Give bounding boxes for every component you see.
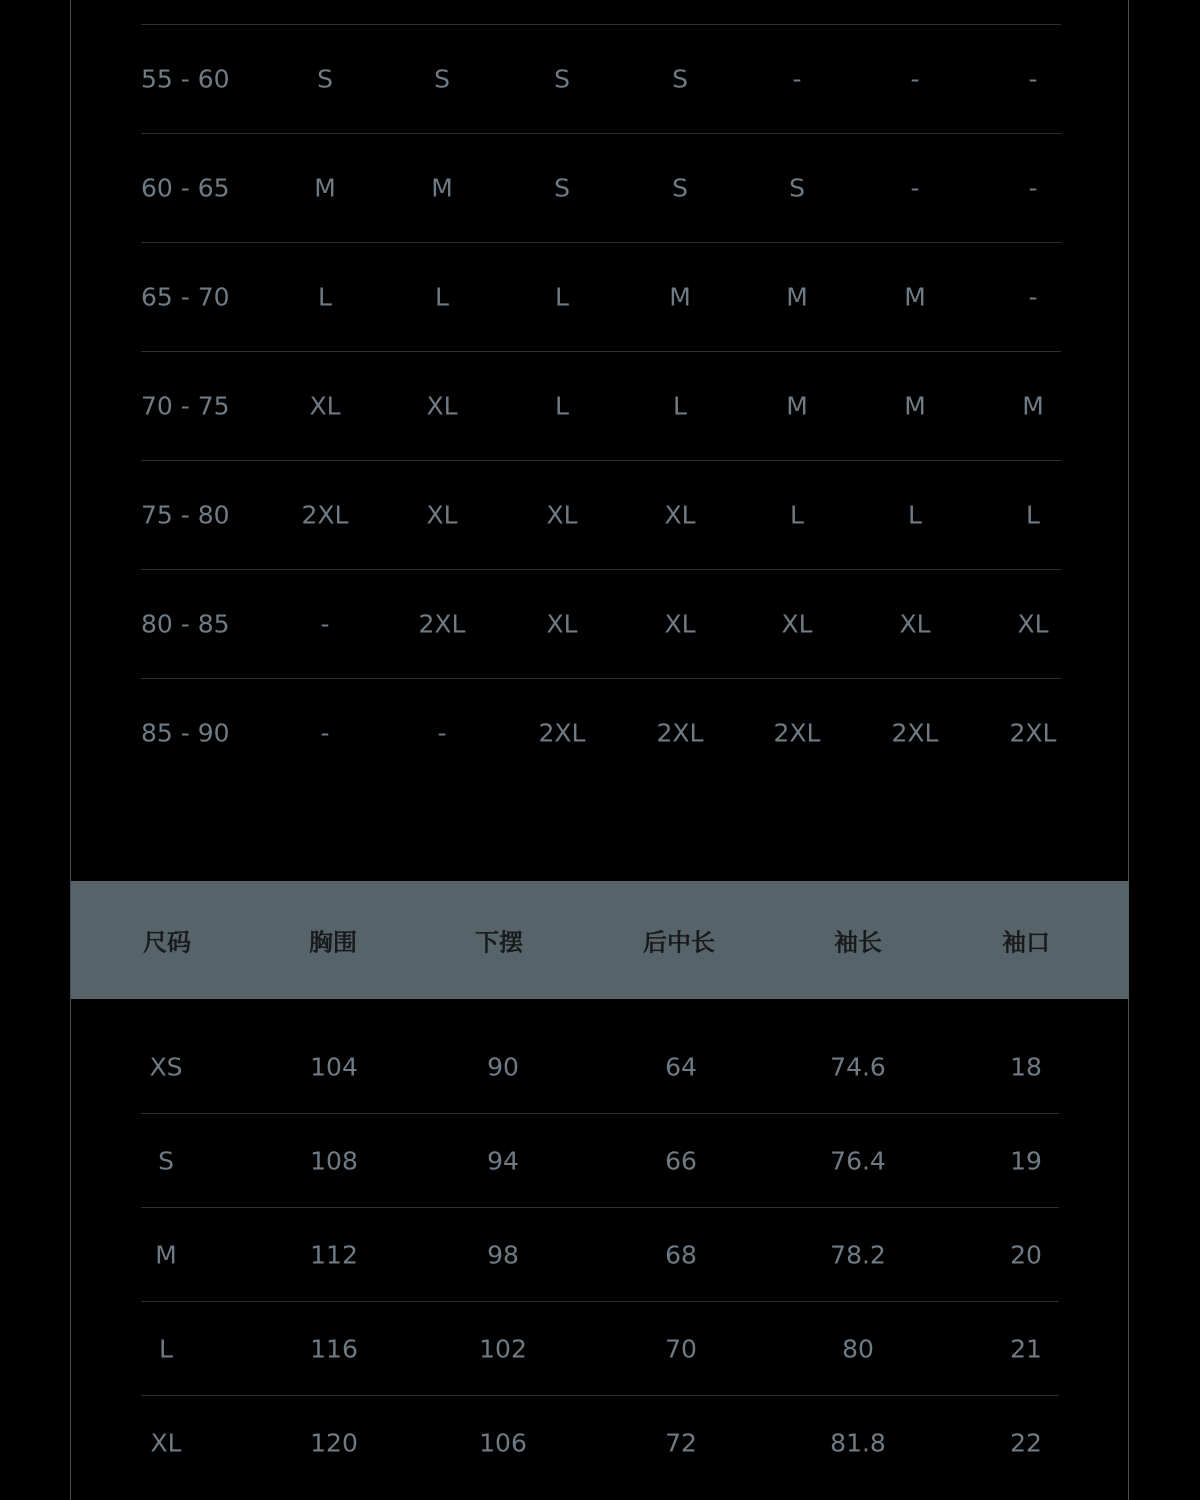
range-label: 80 - 85 — [141, 609, 230, 639]
measurement-value: 116 — [310, 1334, 358, 1364]
measurement-value: 72 — [665, 1428, 697, 1458]
recommended-size: 2XL — [418, 609, 466, 639]
recommendation-row — [141, 678, 1061, 787]
recommended-size: M — [786, 282, 808, 312]
recommended-size: S — [434, 64, 450, 94]
recommended-size: - — [910, 64, 920, 94]
recommended-size: L — [435, 282, 449, 312]
recommended-size: M — [314, 173, 336, 203]
size-label: XS — [149, 1052, 183, 1082]
recommended-size: 2XL — [301, 500, 349, 530]
measurement-value: 64 — [665, 1052, 697, 1082]
column-header: 下摆 — [475, 928, 523, 957]
table-row — [141, 1114, 1059, 1208]
recommended-size: M — [669, 282, 691, 312]
measurement-value: 102 — [479, 1334, 527, 1364]
recommended-size: 2XL — [656, 718, 704, 748]
recommended-size: - — [792, 64, 802, 94]
size-label: S — [158, 1146, 174, 1176]
recommendation-row — [141, 133, 1061, 242]
recommendation-row — [141, 351, 1061, 460]
recommendation-row — [141, 569, 1061, 678]
recommended-size: M — [431, 173, 453, 203]
measurement-value: 18 — [1010, 1052, 1042, 1082]
recommended-size: 2XL — [773, 718, 821, 748]
recommended-size: S — [554, 173, 570, 203]
recommended-size: XL — [899, 609, 931, 639]
recommended-size: L — [1026, 500, 1040, 530]
recommended-size: S — [554, 64, 570, 94]
range-label: 55 - 60 — [141, 64, 230, 94]
measurement-value: 20 — [1010, 1240, 1042, 1270]
recommended-size: S — [672, 64, 688, 94]
recommended-size: - — [1028, 64, 1038, 94]
recommended-size: S — [789, 173, 805, 203]
measurement-value: 78.2 — [830, 1240, 886, 1270]
recommended-size: XL — [546, 500, 578, 530]
recommended-size: - — [320, 718, 330, 748]
recommended-size: XL — [546, 609, 578, 639]
measurement-value: 104 — [310, 1052, 358, 1082]
size-label: XL — [150, 1428, 182, 1458]
measurement-value: 120 — [310, 1428, 358, 1458]
column-header: 袖长 — [834, 928, 882, 957]
recommended-size: 2XL — [1009, 718, 1057, 748]
measurement-value: 80 — [842, 1334, 874, 1364]
range-label: 75 - 80 — [141, 500, 230, 530]
size-label: L — [159, 1334, 173, 1364]
recommended-size: L — [318, 282, 332, 312]
recommended-size: S — [317, 64, 333, 94]
measurement-value: 74.6 — [830, 1052, 886, 1082]
recommended-size: XL — [426, 500, 458, 530]
table-row — [141, 1020, 1059, 1114]
measurement-value: 94 — [487, 1146, 519, 1176]
column-header: 尺码 — [143, 928, 191, 957]
measurement-value: 108 — [310, 1146, 358, 1176]
measurement-value: 22 — [1010, 1428, 1042, 1458]
measurement-value: 98 — [487, 1240, 519, 1270]
recommended-size: L — [555, 282, 569, 312]
measurement-value: 112 — [310, 1240, 358, 1270]
recommended-size: - — [1028, 173, 1038, 203]
recommended-size: XL — [309, 391, 341, 421]
recommended-size: XL — [781, 609, 813, 639]
recommended-size: XL — [426, 391, 458, 421]
measurement-value: 90 — [487, 1052, 519, 1082]
measurement-value: 19 — [1010, 1146, 1042, 1176]
recommended-size: XL — [664, 500, 696, 530]
recommended-size: - — [437, 718, 447, 748]
table-row — [141, 1396, 1059, 1490]
measurement-value: 21 — [1010, 1334, 1042, 1364]
range-label: 85 - 90 — [141, 718, 230, 748]
size-recommendation-table — [141, 24, 1061, 787]
measurement-value: 81.8 — [830, 1428, 886, 1458]
size-table-body — [141, 1020, 1059, 1490]
table-row — [141, 1302, 1059, 1396]
measurement-value: 70 — [665, 1334, 697, 1364]
recommended-size: XL — [1017, 609, 1049, 639]
recommended-size: 2XL — [538, 718, 586, 748]
measurement-value: 68 — [665, 1240, 697, 1270]
recommended-size: - — [320, 609, 330, 639]
column-header: 袖口 — [1002, 928, 1050, 957]
recommended-size: - — [1028, 282, 1038, 312]
table-row — [141, 1208, 1059, 1302]
recommendation-row — [141, 460, 1061, 569]
recommended-size: M — [1022, 391, 1044, 421]
measurement-value: 106 — [479, 1428, 527, 1458]
recommended-size: L — [673, 391, 687, 421]
recommended-size: M — [786, 391, 808, 421]
recommended-size: XL — [664, 609, 696, 639]
recommended-size: M — [904, 282, 926, 312]
recommended-size: - — [910, 173, 920, 203]
recommendation-row — [141, 24, 1061, 133]
recommended-size: L — [790, 500, 804, 530]
measurement-value: 76.4 — [830, 1146, 886, 1176]
range-label: 70 - 75 — [141, 391, 230, 421]
recommended-size: 2XL — [891, 718, 939, 748]
recommended-size: L — [908, 500, 922, 530]
range-label: 65 - 70 — [141, 282, 230, 312]
size-label: M — [155, 1240, 177, 1270]
measurement-value: 66 — [665, 1146, 697, 1176]
column-header: 后中长 — [643, 928, 715, 957]
column-header: 胸围 — [309, 928, 357, 957]
recommended-size: M — [904, 391, 926, 421]
recommended-size: S — [672, 173, 688, 203]
range-label: 60 - 65 — [141, 173, 230, 203]
size-table-header — [71, 881, 1129, 999]
recommended-size: L — [555, 391, 569, 421]
recommendation-row — [141, 242, 1061, 351]
